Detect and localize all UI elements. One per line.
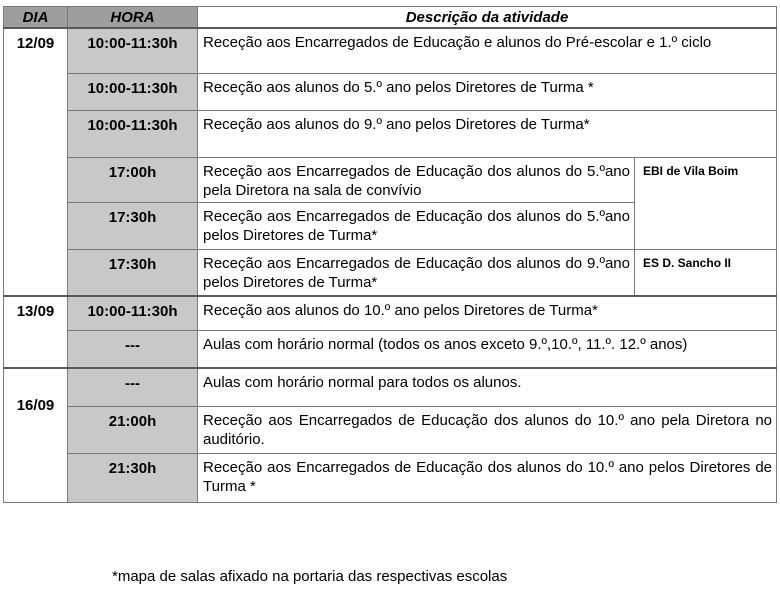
activity-cell: Receção aos alunos do 9.º ano pelos Diretores de Turma* xyxy=(198,110,777,157)
table-row xyxy=(4,453,777,502)
time-cell: 21:00h xyxy=(68,406,198,453)
day-cell: 13/09 xyxy=(4,296,68,368)
header-dia: DIA xyxy=(4,7,68,29)
time-cell: 10:00-11:30h xyxy=(68,110,198,157)
school-cell: EBI de Vila Boim xyxy=(635,157,777,249)
time-cell: 10:00-11:30h xyxy=(68,28,198,73)
activity-cell: Receção aos Encarregados de Educação dos alunos do 9.ºano pelos Diretores de Turma* xyxy=(198,249,635,296)
table-row xyxy=(4,157,777,202)
time-cell: 17:30h xyxy=(68,249,198,296)
time-cell: 10:00-11:30h xyxy=(68,296,198,330)
time-cell: 17:30h xyxy=(68,202,198,249)
table-row xyxy=(4,73,777,110)
time-cell: --- xyxy=(68,330,198,368)
table-row xyxy=(4,110,777,157)
schedule-table xyxy=(3,6,777,503)
table-row xyxy=(4,296,777,330)
header-descricao: Descrição da atividade xyxy=(198,7,777,29)
activity-cell: Aulas com horário normal para todos os alunos. xyxy=(198,368,777,406)
table-row xyxy=(4,406,777,453)
school-cell: ES D. Sancho II xyxy=(635,249,777,296)
activity-cell: Receção aos alunos do 10.º ano pelos Diretores de Turma* xyxy=(198,296,777,330)
table-row xyxy=(4,368,777,406)
table-row xyxy=(4,330,777,368)
activity-cell: Receção aos Encarregados de Educação dos alunos do 10.º ano pelos Diretores de Turma * xyxy=(198,453,777,502)
time-cell: 21:30h xyxy=(68,453,198,502)
table-row xyxy=(4,249,777,296)
day-cell: 12/09 xyxy=(4,28,68,296)
header-hora: HORA xyxy=(68,7,198,29)
table-header-row xyxy=(4,7,777,29)
footnote: *mapa de salas afixado na portaria das respectivas escolas xyxy=(112,568,508,585)
activity-cell: Receção aos Encarregados de Educação e alunos do Pré-escolar e 1.º ciclo xyxy=(198,28,777,73)
day-cell: 16/09 xyxy=(4,368,68,502)
activity-cell: Receção aos alunos do 5.º ano pelos Diretores de Turma * xyxy=(198,73,777,110)
time-cell: --- xyxy=(68,368,198,406)
time-cell: 10:00-11:30h xyxy=(68,73,198,110)
activity-cell: Receção aos Encarregados de Educação dos alunos do 5.ºano pela Diretora na sala de convívio xyxy=(198,157,635,202)
time-cell: 17:00h xyxy=(68,157,198,202)
table-row xyxy=(4,28,777,73)
activity-cell: Aulas com horário normal (todos os anos exceto 9.º,10.º, 11.º. 12.º anos) xyxy=(198,330,777,368)
activity-cell: Receção aos Encarregados de Educação dos alunos do 5.ºano pelos Diretores de Turma* xyxy=(198,202,635,249)
activity-cell: Receção aos Encarregados de Educação dos alunos do 10.º ano pela Diretora no auditório. xyxy=(198,406,777,453)
